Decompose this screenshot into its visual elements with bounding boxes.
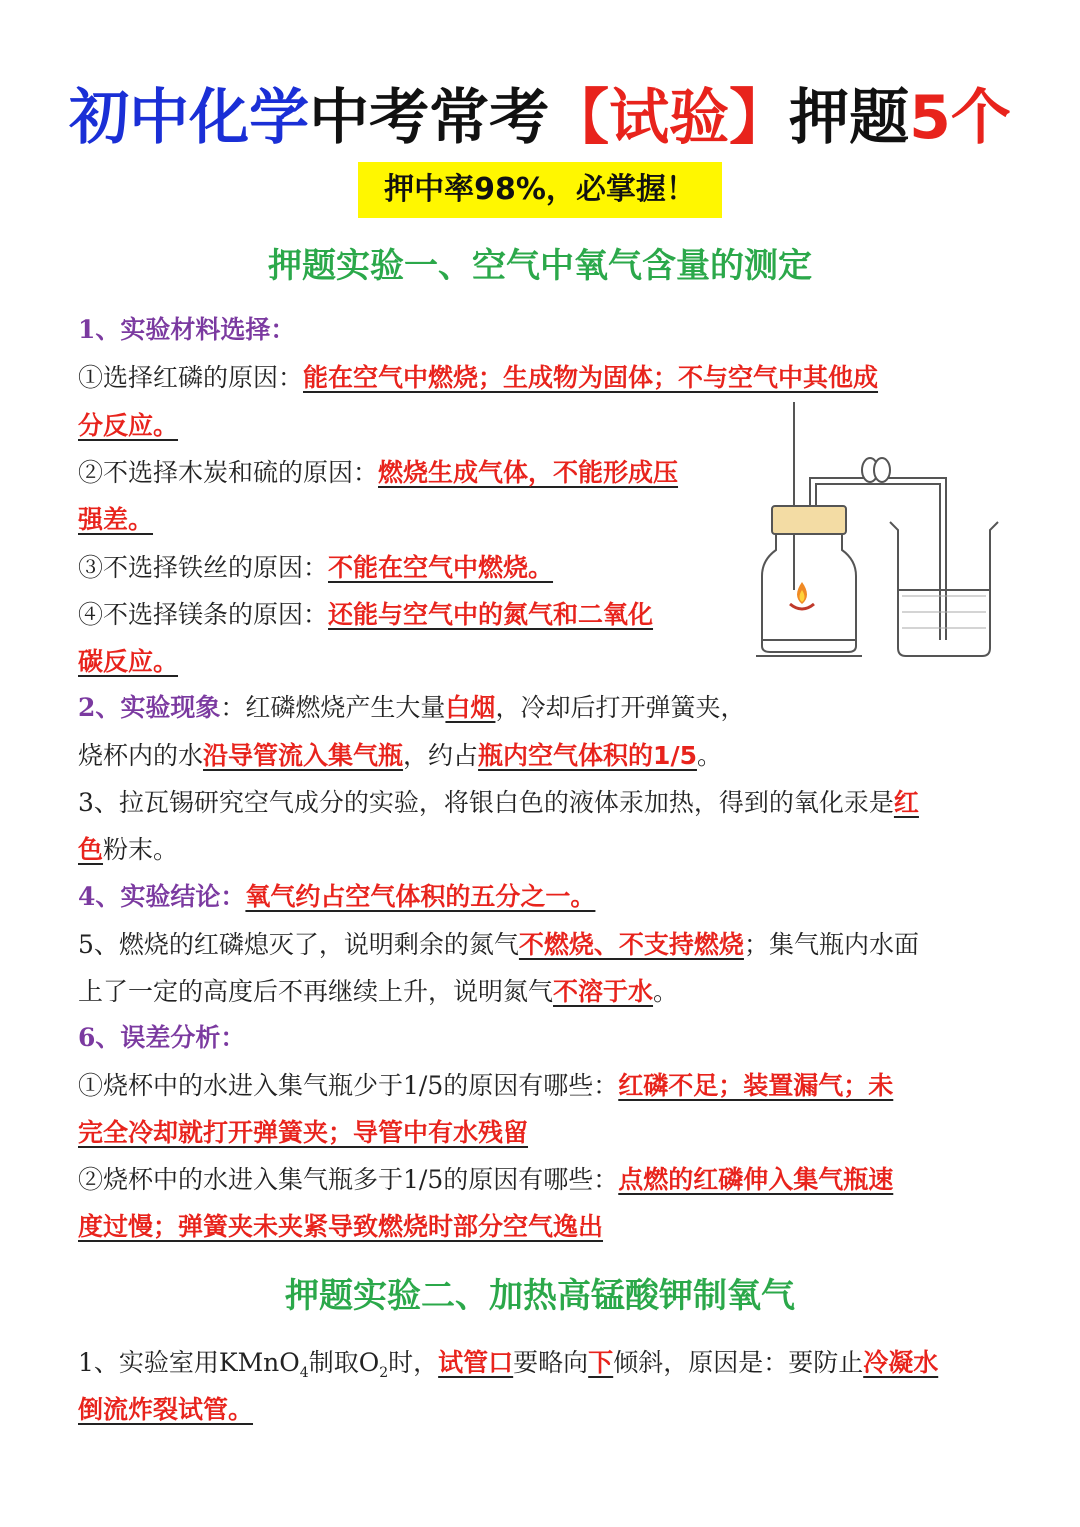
s1-reason-2-answer-cont: 强差。 (78, 505, 154, 534)
s1-q2-text-5: 。 (696, 741, 722, 770)
s1-q5-text-2: ；集气瓶内水面 (743, 930, 919, 959)
s1-q3-text-2: 粉末。 (103, 835, 179, 864)
s1-reason-1 (78, 360, 878, 396)
s1-q5-text-4: 。 (653, 977, 679, 1006)
s1-error-1-cont (78, 1115, 528, 1151)
s1-q4-answer: 氧气约占空气体积的五分之一。 (245, 882, 596, 911)
apparatus-diagram (752, 400, 1007, 662)
s1-q2 (78, 690, 745, 726)
hit-rate-badge: 押中率98%，必掌握！ (358, 162, 722, 218)
s1-q2-text-4: ，约占 (403, 741, 479, 770)
s1-reason-4-text: ④不选择镁条的原因： (78, 600, 329, 629)
s1-q3 (78, 785, 919, 821)
s2-q1-answer-1: 试管口 (438, 1348, 514, 1377)
section-2-heading: 押题实验二、加热高锰酸钾制氧气 (285, 1276, 795, 1316)
s2-q1-answer-4: 倒流炸裂试管。 (78, 1395, 254, 1424)
s1-reason-4-cont (78, 644, 178, 680)
s1-q2-text-2: ，冷却后打开弹簧夹， (495, 693, 746, 722)
s1-error-2 (78, 1162, 893, 1198)
s1-reason-2 (78, 455, 678, 491)
s1-error-1 (78, 1068, 893, 1104)
s2-q1 (78, 1345, 938, 1391)
s1-q6-label: 6、误差分析： (78, 1023, 246, 1052)
s2-q1-sub-2: 2 (379, 1365, 389, 1381)
s1-reason-2-text: ②不选择木炭和硫的原因： (78, 458, 379, 487)
s1-q2-answer-1: 白烟 (445, 693, 496, 722)
rubber-stopper (772, 506, 846, 534)
s1-error-1-answer: 红磷不足；装置漏气；未 (618, 1071, 894, 1100)
s1-reason-1-cont (78, 408, 178, 444)
s1-q5-text-1: 5、燃烧的红磷熄灭了，说明剩余的氮气 (78, 930, 519, 959)
s1-q3-answer-2: 色 (78, 835, 104, 864)
s1-reason-3 (78, 550, 553, 586)
s1-q3-text-1: 3、拉瓦锡研究空气成分的实验，将银白色的液体汞加热，得到的氧化汞是 (78, 788, 894, 817)
s1-reason-4-answer-cont: 碳反应。 (78, 647, 179, 676)
s2-q1-text-1: 1、实验室用KMnO (78, 1348, 300, 1377)
s2-q1-text-3: 时， (388, 1348, 439, 1377)
s2-q1-cont (78, 1392, 253, 1428)
s2-q1-text-5: 倾斜，原因是：要防止 (613, 1348, 864, 1377)
title-part-3: 【试验】 (549, 83, 790, 153)
s1-q2-answer-3: 瓶内空气体积的1/5 (478, 741, 697, 770)
s1-q2-cont (78, 738, 722, 774)
s1-reason-1-text: ①选择红磷的原因： (78, 363, 304, 392)
page-title (0, 78, 1080, 158)
s2-q1-text-4: 要略向 (513, 1348, 589, 1377)
s1-q5-answer-1: 不燃烧、不支持燃烧 (518, 930, 744, 959)
title-part-5: 5个 (909, 83, 1011, 153)
s1-q3-answer-1: 红 (893, 788, 919, 817)
s1-error-2-answer: 点燃的红磷伸入集气瓶速 (618, 1165, 894, 1194)
combustion-spoon (790, 604, 814, 609)
s1-q2-label: 2、实验现象 (78, 693, 221, 722)
s1-q5 (78, 927, 919, 963)
section-1-heading: 押题实验一、空气中氧气含量的测定 (268, 246, 812, 286)
s1-q2-text-3: 烧杯内的水 (78, 741, 204, 770)
s1-reason-2-answer: 燃烧生成气体，不能形成压 (378, 458, 679, 487)
title-part-2: 中考常考 (309, 83, 550, 153)
s1-error-2-answer-cont: 度过慢；弹簧夹未夹紧导致燃烧时部分空气逸出 (78, 1212, 604, 1241)
s1-reason-3-text: ③不选择铁丝的原因： (78, 553, 329, 582)
s1-reason-1-answer: 能在空气中燃烧；生成物为固体；不与空气中其他成 (303, 363, 879, 392)
s1-q4 (78, 879, 595, 915)
collecting-bottle (762, 532, 856, 652)
s1-reason-3-answer: 不能在空气中燃烧。 (328, 553, 554, 582)
s2-q1-sub-1: 4 (299, 1365, 309, 1381)
title-part-4: 押题 (789, 83, 910, 153)
s2-q1-text-2: 制取O (308, 1348, 380, 1377)
s1-reason-4 (78, 597, 653, 633)
s2-q1-answer-2: 下 (588, 1348, 614, 1377)
s1-reason-2-cont (78, 502, 153, 538)
s1-error-1-text: ①烧杯中的水进入集气瓶少于1/5的原因有哪些： (78, 1071, 619, 1100)
s1-q5-answer-2: 不溶于水 (553, 977, 654, 1006)
s2-q1-answer-3: 冷凝水 (863, 1348, 939, 1377)
s1-q5-text-3: 上了一定的高度后不再继续上升，说明氮气 (78, 977, 554, 1006)
delivery-tube (810, 478, 946, 640)
s1-q1-label: 1、实验材料选择： (78, 315, 296, 344)
spring-clamp (862, 458, 890, 482)
s1-q5-cont (78, 974, 678, 1010)
s1-reason-4-answer: 还能与空气中的氮气和二氧化 (328, 600, 654, 629)
s1-q2-answer-2: 沿导管流入集气瓶 (203, 741, 404, 770)
s1-q3-cont (78, 832, 178, 868)
s1-q2-text-1: ：红磷燃烧产生大量 (220, 693, 446, 722)
s1-error-1-answer-cont: 完全冷却就打开弹簧夹；导管中有水残留 (78, 1118, 529, 1147)
s1-q4-label: 4、实验结论： (78, 882, 246, 911)
s1-reason-1-answer-cont: 分反应。 (78, 411, 179, 440)
s1-error-2-text: ②烧杯中的水进入集气瓶多于1/5的原因有哪些： (78, 1165, 619, 1194)
s1-error-2-cont (78, 1209, 603, 1245)
title-part-1: 初中化学 (69, 83, 310, 153)
